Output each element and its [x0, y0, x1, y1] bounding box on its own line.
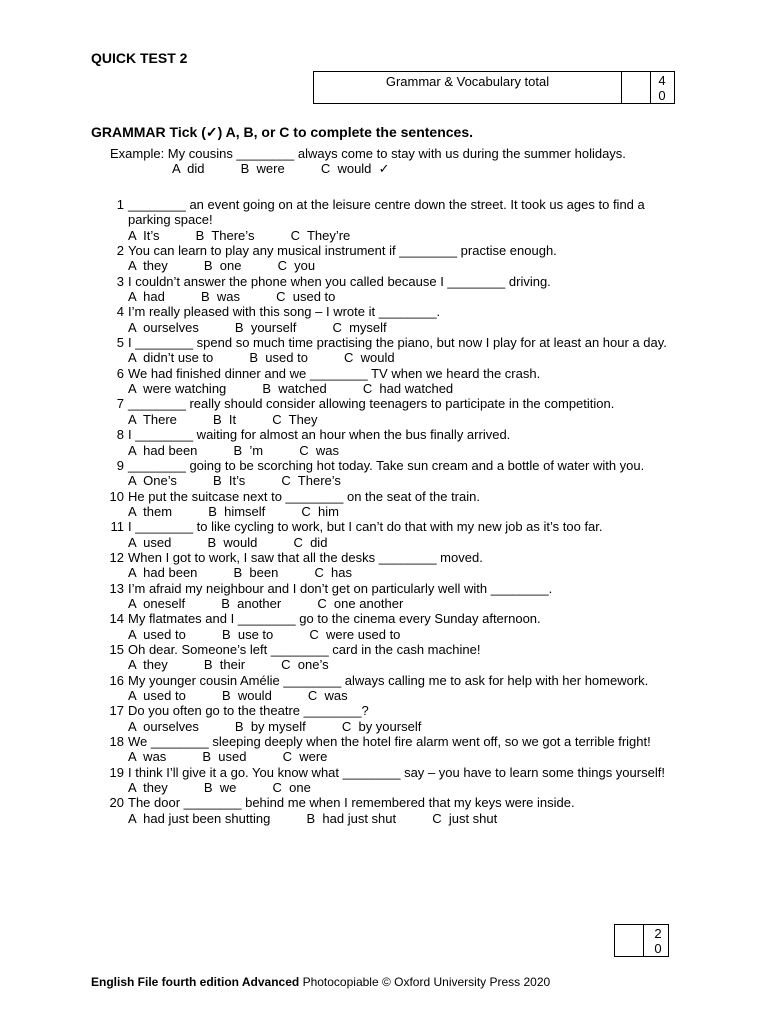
question-options[interactable]: A them B himself C him [128, 503, 339, 519]
question-number: 15 [109, 641, 124, 657]
question-item [100, 673, 680, 704]
question-text: I ________ spend so much time practising the piano, but now I play for at least an hour a day. [128, 335, 667, 351]
question-item [100, 396, 680, 427]
divider [643, 925, 644, 956]
question-body [128, 274, 680, 305]
score-bottom: 0 [658, 88, 666, 103]
question-options[interactable]: A ourselves B yourself C myself [128, 319, 387, 335]
question-item [100, 335, 680, 366]
question-item [100, 765, 680, 796]
question-number: 3 [116, 273, 124, 289]
divider [621, 72, 622, 103]
question-item [100, 519, 680, 550]
question-text: He put the suitcase next to ________ on the seat of the train. [128, 488, 480, 504]
question-item [100, 304, 680, 335]
footer-copyright: Photocopiable © Oxford University Press 2020 [299, 975, 551, 989]
question-text: I couldn’t answer the phone when you called because I ________ driving. [128, 273, 551, 289]
question-item [100, 243, 680, 274]
question-options[interactable]: A oneself B another C one another [128, 595, 404, 611]
question-options[interactable]: A had just been shutting B had just shut C just shut [128, 810, 498, 826]
question-text: We ________ sleeping deeply when the hotel fire alarm went off, so we got a terrible fright! [128, 734, 651, 750]
question-options[interactable]: A used B would C did [128, 534, 328, 550]
question-text: I’m really pleased with this song – I wrote it ________. [128, 304, 441, 320]
question-number: 4 [116, 304, 124, 320]
question-body [128, 795, 680, 826]
question-options[interactable]: A they B their C one’s [128, 657, 329, 673]
question-item [100, 274, 680, 305]
question-number: 8 [116, 427, 124, 443]
question-body [128, 335, 680, 366]
question-item [100, 611, 680, 642]
question-text: My younger cousin Amélie ________ always calling me to ask for help with her homework. [128, 672, 649, 688]
question-options[interactable]: A were watching B watched C had watched [128, 381, 454, 397]
question-number: 7 [116, 396, 124, 412]
footer-title: English File fourth edition Advanced [91, 975, 300, 989]
question-options[interactable]: A used to B use to C were used to [128, 626, 401, 642]
total-score [655, 73, 669, 103]
question-number: 13 [109, 580, 124, 596]
question-body [128, 243, 680, 274]
question-body [128, 611, 680, 642]
question-number: 17 [109, 703, 124, 719]
question-item [100, 734, 680, 765]
question-number: 19 [109, 764, 124, 780]
question-text: ________ going to be scorching hot today. Take sun cream and a bottle of water with you. [128, 457, 645, 473]
question-number: 14 [109, 611, 124, 627]
question-number: 9 [116, 457, 124, 473]
question-item [100, 703, 680, 734]
question-number: 10 [109, 488, 124, 504]
footer [91, 975, 550, 989]
question-options[interactable]: A had been B been C has [128, 565, 353, 581]
question-list [100, 197, 680, 826]
question-text: My flatmates and I ________ go to the cinema every Sunday afternoon. [128, 611, 541, 627]
question-options[interactable]: A they B one C you [128, 258, 316, 274]
question-text: I’m afraid my neighbour and I don’t get on particularly well with ________. [128, 580, 553, 596]
question-text: ________ an event going on at the leisure centre down the street. It took us ages to find a parking space! [128, 197, 645, 228]
question-number: 12 [109, 549, 124, 565]
section-score-box [614, 924, 669, 957]
question-number: 11 [110, 519, 124, 535]
question-text: Do you often go to the theatre ________? [128, 703, 369, 719]
question-options[interactable]: A One’s B It’s C There’s [128, 473, 341, 489]
question-number: 2 [116, 243, 124, 259]
question-body [128, 703, 680, 734]
question-number: 20 [109, 795, 124, 811]
question-text: I think I’ll give it a go. You know what ________ say – you have to learn some things yourself! [128, 764, 665, 780]
example-options: A did B were C would ✓ [172, 161, 390, 176]
total-label: Grammar & Vocabulary total [385, 74, 550, 89]
score-top: 4 [658, 73, 666, 88]
question-number: 16 [109, 672, 124, 688]
section-heading: GRAMMAR Tick (✓) A, B, or C to complete the sentences. [91, 124, 474, 140]
question-number: 1 [116, 197, 124, 212]
question-options[interactable]: A ourselves B by myself C by yourself [128, 718, 422, 734]
question-text: I ________ to like cycling to work, but I can’t do that with my new job as it’s too far. [128, 519, 603, 535]
question-body [128, 673, 680, 704]
question-item [100, 427, 680, 458]
question-number: 18 [109, 734, 124, 750]
question-options[interactable]: A had been B ’m C was [128, 442, 339, 458]
question-options[interactable]: A There B It C They [128, 411, 318, 427]
question-options[interactable]: A used to B would C was [128, 688, 348, 703]
question-body [128, 304, 680, 335]
question-number: 6 [116, 365, 124, 381]
question-body [128, 734, 680, 765]
question-body [128, 642, 680, 673]
question-body [128, 489, 680, 520]
question-body [128, 550, 680, 581]
question-item [100, 642, 680, 673]
question-text: You can learn to play any musical instrument if ________ practise enough. [128, 243, 557, 259]
question-body [128, 197, 680, 243]
question-text: ________ really should consider allowing teenagers to participate in the competition. [128, 396, 615, 412]
score-top: 2 [654, 926, 662, 941]
question-text: The door ________ behind me when I remembered that my keys were inside. [128, 795, 575, 811]
question-body [128, 519, 680, 550]
question-options[interactable]: A didn’t use to B used to C would [128, 350, 395, 366]
question-body [128, 581, 680, 612]
question-options[interactable]: A was B used C were [128, 749, 328, 765]
question-item [100, 458, 680, 489]
question-item [100, 489, 680, 520]
question-body [128, 458, 680, 489]
score-bottom: 0 [654, 941, 662, 956]
question-text: We had finished dinner and we ________ TV when we heard the crash. [128, 365, 541, 381]
question-item [100, 197, 680, 243]
example [110, 146, 626, 176]
question-text: I ________ waiting for almost an hour when the bus finally arrived. [128, 427, 511, 443]
divider [650, 72, 651, 103]
section-score [651, 926, 665, 956]
question-body [128, 765, 680, 796]
question-body [128, 427, 680, 458]
question-options[interactable]: A had B was C used to [128, 289, 336, 305]
question-item [100, 366, 680, 397]
question-text: Oh dear. Someone’s left ________ card in the cash machine! [128, 641, 481, 657]
total-score-box [313, 71, 675, 104]
question-number: 5 [116, 335, 124, 351]
question-item [100, 550, 680, 581]
page-title: QUICK TEST 2 [91, 50, 188, 66]
question-options[interactable]: A It’s B There’s C They’re [128, 227, 351, 243]
example-sentence: Example: My cousins ________ always come to stay with us during the summer holidays. [110, 146, 626, 161]
question-body [128, 396, 680, 427]
question-text: When I got to work, I saw that all the desks ________ moved. [128, 549, 483, 565]
question-item [100, 795, 680, 826]
question-options[interactable]: A they B we C one [128, 780, 311, 796]
question-item [100, 581, 680, 612]
question-body [128, 366, 680, 397]
